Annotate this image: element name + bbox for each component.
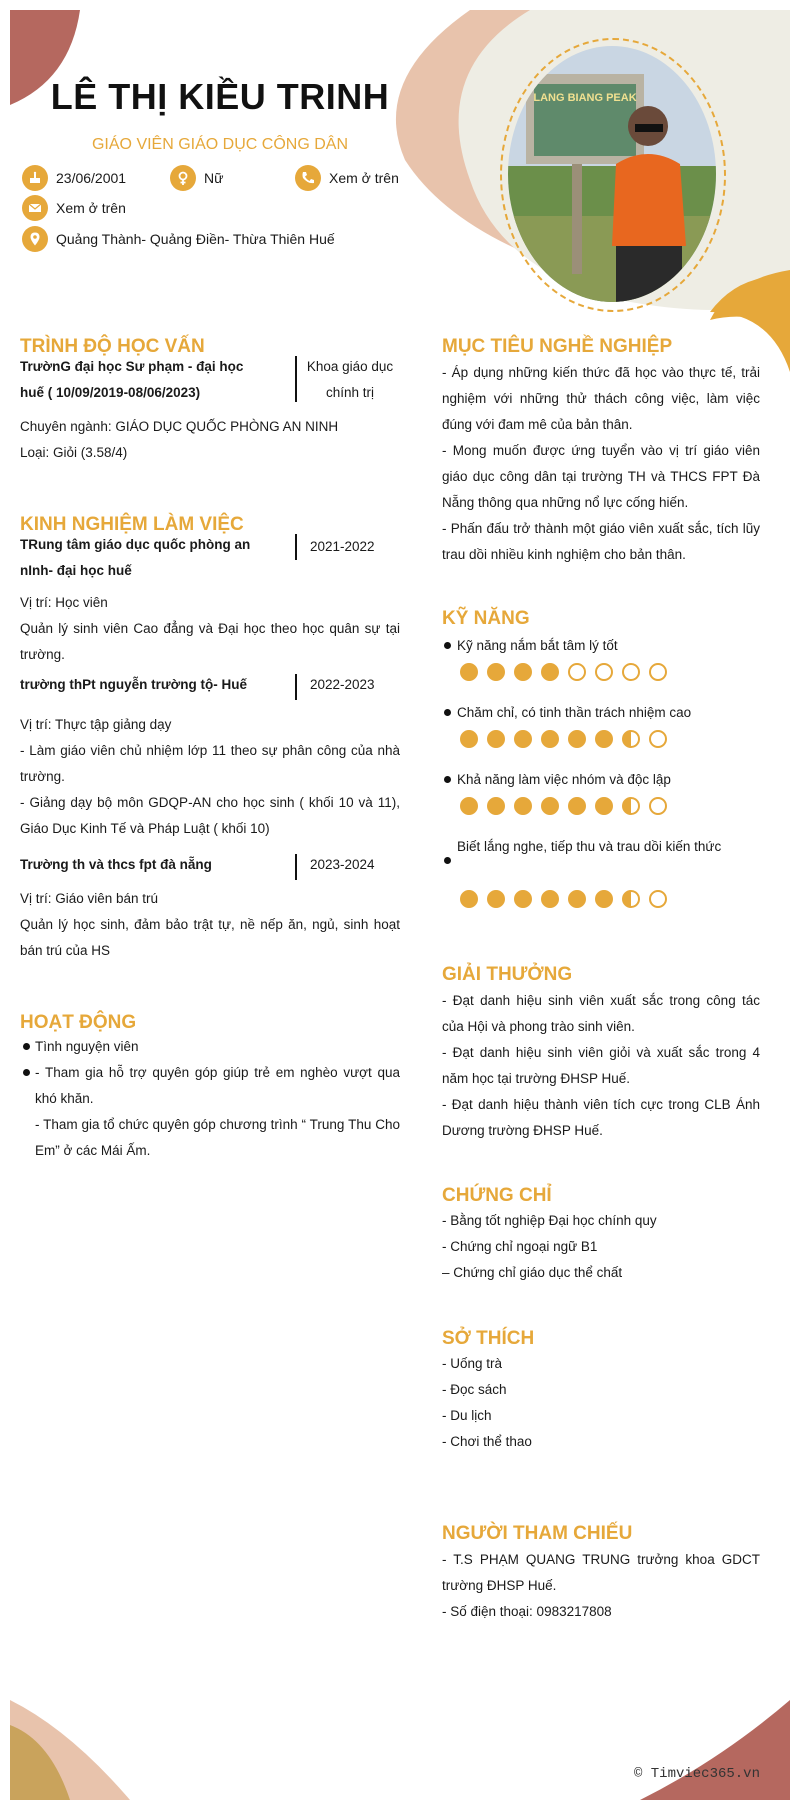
activities-title: HOẠT ĐỘNG [20, 1012, 137, 1033]
job-3-desc: Quản lý học sinh, đảm bảo trật tự, nề nếp ăn, ngủ, sinh hoạt bán trú của HS [20, 917, 400, 958]
job-2-desc-1: - Làm giáo viên chủ nhiệm lớp 11 theo sự phân công của nhà trường. [20, 743, 400, 784]
hobby-2: - Đọc sách [442, 1382, 507, 1397]
education-grade: Loại: Giỏi (3.58/4) [20, 445, 128, 460]
skill-rating-dot [649, 890, 667, 908]
awards-p3: - Đạt danh hiệu thành viên tích cực trong CLB Ánh Dương trường ĐHSP Huế. [442, 1097, 760, 1138]
candidate-role: GIÁO VIÊN GIÁO DỤC CÔNG DÂN [91, 136, 349, 153]
job-1-desc: Quản lý sinh viên Cao đẳng và Đại học theo học quân sự tại trường. [20, 621, 400, 662]
skill-rating-dot [595, 663, 613, 681]
skill-rating-dot [595, 730, 613, 748]
skills-title: KỸ NĂNG [442, 608, 530, 629]
phone-value: Xem ở trên [329, 170, 399, 186]
phone-icon [295, 165, 321, 191]
skill-bullet-3 [444, 776, 451, 783]
skill-rating-dot [487, 797, 505, 815]
skill-bullet-2 [444, 709, 451, 716]
activity-bullet-1 [23, 1043, 30, 1050]
awards-p2: - Đạt danh hiệu sinh viên giỏi và xuất sắc trong 4 năm học tại trường ĐHSP Huế. [442, 1045, 760, 1086]
skill-rating-dot [460, 663, 478, 681]
job-1-org: TRung tâm giáo dục quốc phòng an nInh- đại học huế [20, 537, 251, 578]
skill-rating-dot [595, 890, 613, 908]
certificates-title: CHỨNG CHỈ [442, 1185, 552, 1206]
skill-rating-dot [487, 663, 505, 681]
skill-4-label: Biết lắng nghe, tiếp thu và trau dồi kiến thức [457, 839, 722, 854]
skill-1-label: Kỹ năng nắm bắt tâm lý tốt [457, 638, 618, 653]
skill-bullet-4 [444, 857, 451, 864]
job-2-desc-2: - Giảng dạy bộ môn GDQP-AN cho học sinh ( khối 10 và 11), Giáo Dục Kinh Tế và Pháp Luật ( khối 10) [20, 795, 400, 836]
job-3-time: 2023-2024 [310, 857, 375, 872]
objective-title: MỤC TIÊU NGHỀ NGHIỆP [442, 336, 673, 357]
photo-sign-text: LANG BIANG PEAK [533, 92, 637, 104]
certificate-2: - Chứng chỉ ngoại ngữ B1 [442, 1239, 598, 1254]
activity-bullet-2 [23, 1069, 30, 1076]
hobby-1: - Uống trà [442, 1356, 503, 1371]
skill-1-rating [460, 663, 667, 681]
skill-rating-dot [622, 730, 640, 748]
skill-rating-dot [514, 730, 532, 748]
gender-value: Nữ [204, 170, 224, 186]
reference-1: - T.S PHẠM QUANG TRUNG trưởng khoa GDCT trường ĐHSP Huế. [442, 1552, 760, 1593]
skill-rating-dot [622, 890, 640, 908]
experience-title: KINH NGHIỆM LÀM VIỆC [20, 514, 244, 535]
decor-bottom-right-shape [640, 1700, 790, 1800]
job-2-time: 2022-2023 [310, 677, 375, 692]
activity-2: - Tham gia hỗ trợ quyên góp giúp trẻ em nghèo vượt qua khó khăn. [35, 1065, 400, 1106]
hobbies-title: SỞ THÍCH [442, 1328, 535, 1349]
skill-rating-dot [514, 797, 532, 815]
education-faculty: Khoa giáo dục chính trị [306, 359, 394, 400]
gender-icon [170, 165, 196, 191]
hobby-4: - Chơi thể thao [442, 1434, 532, 1449]
skill-2-rating [460, 730, 667, 748]
job-3-divider [295, 854, 297, 880]
certificate-3: – Chứng chỉ giáo dục thể chất [442, 1265, 623, 1280]
footer-copyright: © Timviec365.vn [633, 1766, 760, 1782]
candidate-photo [508, 46, 716, 302]
skill-rating-dot [568, 797, 586, 815]
decor-bottom-left-shape [10, 1700, 140, 1800]
education-major: Chuyên ngành: GIÁO DỤC QUỐC PHÒNG AN NINH [20, 419, 339, 434]
skill-rating-dot [460, 890, 478, 908]
skill-rating-dot [649, 663, 667, 681]
skill-rating-dot [460, 730, 478, 748]
email-row [22, 195, 126, 221]
cake-icon [22, 165, 48, 191]
map-pin-icon [22, 226, 48, 252]
skill-rating-dot [568, 730, 586, 748]
objective-p2: - Mong muốn được ứng tuyển vào vị trí giáo viên giáo dục công dân tại trường TH và THCS FPT Đà Nẵng thông qua những nổ lực cống hiến. [442, 443, 760, 510]
skill-4-rating [460, 890, 667, 908]
skill-rating-dot [595, 797, 613, 815]
activity-3: - Tham gia tổ chức quyên góp chương trình “ Trung Thu Cho Em” ở các Mái Ấm. [35, 1117, 400, 1158]
skill-rating-dot [541, 663, 559, 681]
job-1-position: Vị trí: Học viên [20, 595, 108, 610]
decor-right-mid-shape [710, 272, 790, 372]
awards-p1: - Đạt danh hiệu sinh viên xuất sắc trong công tác của Hội và phong trào sinh viên. [442, 993, 760, 1034]
job-3-position: Vị trí: Giáo viên bán trú [20, 891, 159, 906]
skill-3-label: Khả năng làm việc nhóm và độc lập [457, 772, 671, 787]
skill-rating-dot [649, 797, 667, 815]
phone-row [295, 165, 399, 191]
birthday-value: 23/06/2001 [56, 170, 127, 186]
email-icon [22, 195, 48, 221]
birthday-row [22, 165, 126, 191]
skill-3-rating [460, 797, 667, 815]
skill-2-label: Chăm chỉ, có tinh thần trách nhiệm cao [457, 705, 692, 720]
gender-row [170, 165, 223, 191]
reference-2: - Số điện thoại: 0983217808 [442, 1604, 612, 1619]
skill-rating-dot [568, 890, 586, 908]
address-value: Quảng Thành- Quảng Điền- Thừa Thiên Huế [56, 231, 335, 247]
candidate-name: LÊ THỊ KIỀU TRINH [50, 76, 390, 117]
skill-rating-dot [622, 663, 640, 681]
skill-rating-dot [460, 797, 478, 815]
skill-rating-dot [541, 797, 559, 815]
skill-rating-dot [487, 890, 505, 908]
skill-rating-dot [487, 730, 505, 748]
email-value: Xem ở trên [56, 200, 126, 216]
cv-page [10, 10, 790, 1800]
objective-p1: - Áp dụng những kiến thức đã học vào thực tế, trải nghiệm với những thử thách công việc, làm việc đúng với đam mê của bản thân. [442, 365, 760, 432]
education-school: TrườnG đại học Sư phạm - đại học huế ( 10/09/2019-08/06/2023) [20, 359, 244, 400]
hobby-3: - Du lịch [442, 1408, 492, 1423]
skill-rating-dot [514, 663, 532, 681]
job-2-position: Vị trí: Thực tập giảng dạy [20, 717, 172, 732]
certificate-1: - Bằng tốt nghiệp Đại học chính quy [442, 1213, 657, 1228]
skill-rating-dot [568, 663, 586, 681]
skill-bullet-1 [444, 642, 451, 649]
skill-rating-dot [622, 797, 640, 815]
education-divider [295, 356, 297, 402]
objective-p3: - Phấn đấu trở thành một giáo viên xuất sắc, tích lũy trau dồi nhiều kinh nghiệm cho bản thân. [442, 521, 760, 562]
activity-1: Tình nguyện viên [35, 1039, 139, 1054]
skill-rating-dot [541, 730, 559, 748]
job-1-time: 2021-2022 [310, 539, 375, 554]
skill-rating-dot [541, 890, 559, 908]
address-row [22, 226, 335, 252]
job-2-org: trường thPt nguyễn trường tộ- Huế [20, 677, 247, 692]
job-3-org: Trường th và thcs fpt đà nẵng [20, 857, 212, 872]
job-2-divider [295, 674, 297, 700]
education-title: TRÌNH ĐỘ HỌC VẤN [20, 336, 205, 357]
job-1-divider [295, 534, 297, 560]
references-title: NGƯỜI THAM CHIẾU [442, 1523, 633, 1544]
skill-rating-dot [649, 730, 667, 748]
awards-title: GIẢI THƯỞNG [442, 964, 573, 985]
skill-rating-dot [514, 890, 532, 908]
